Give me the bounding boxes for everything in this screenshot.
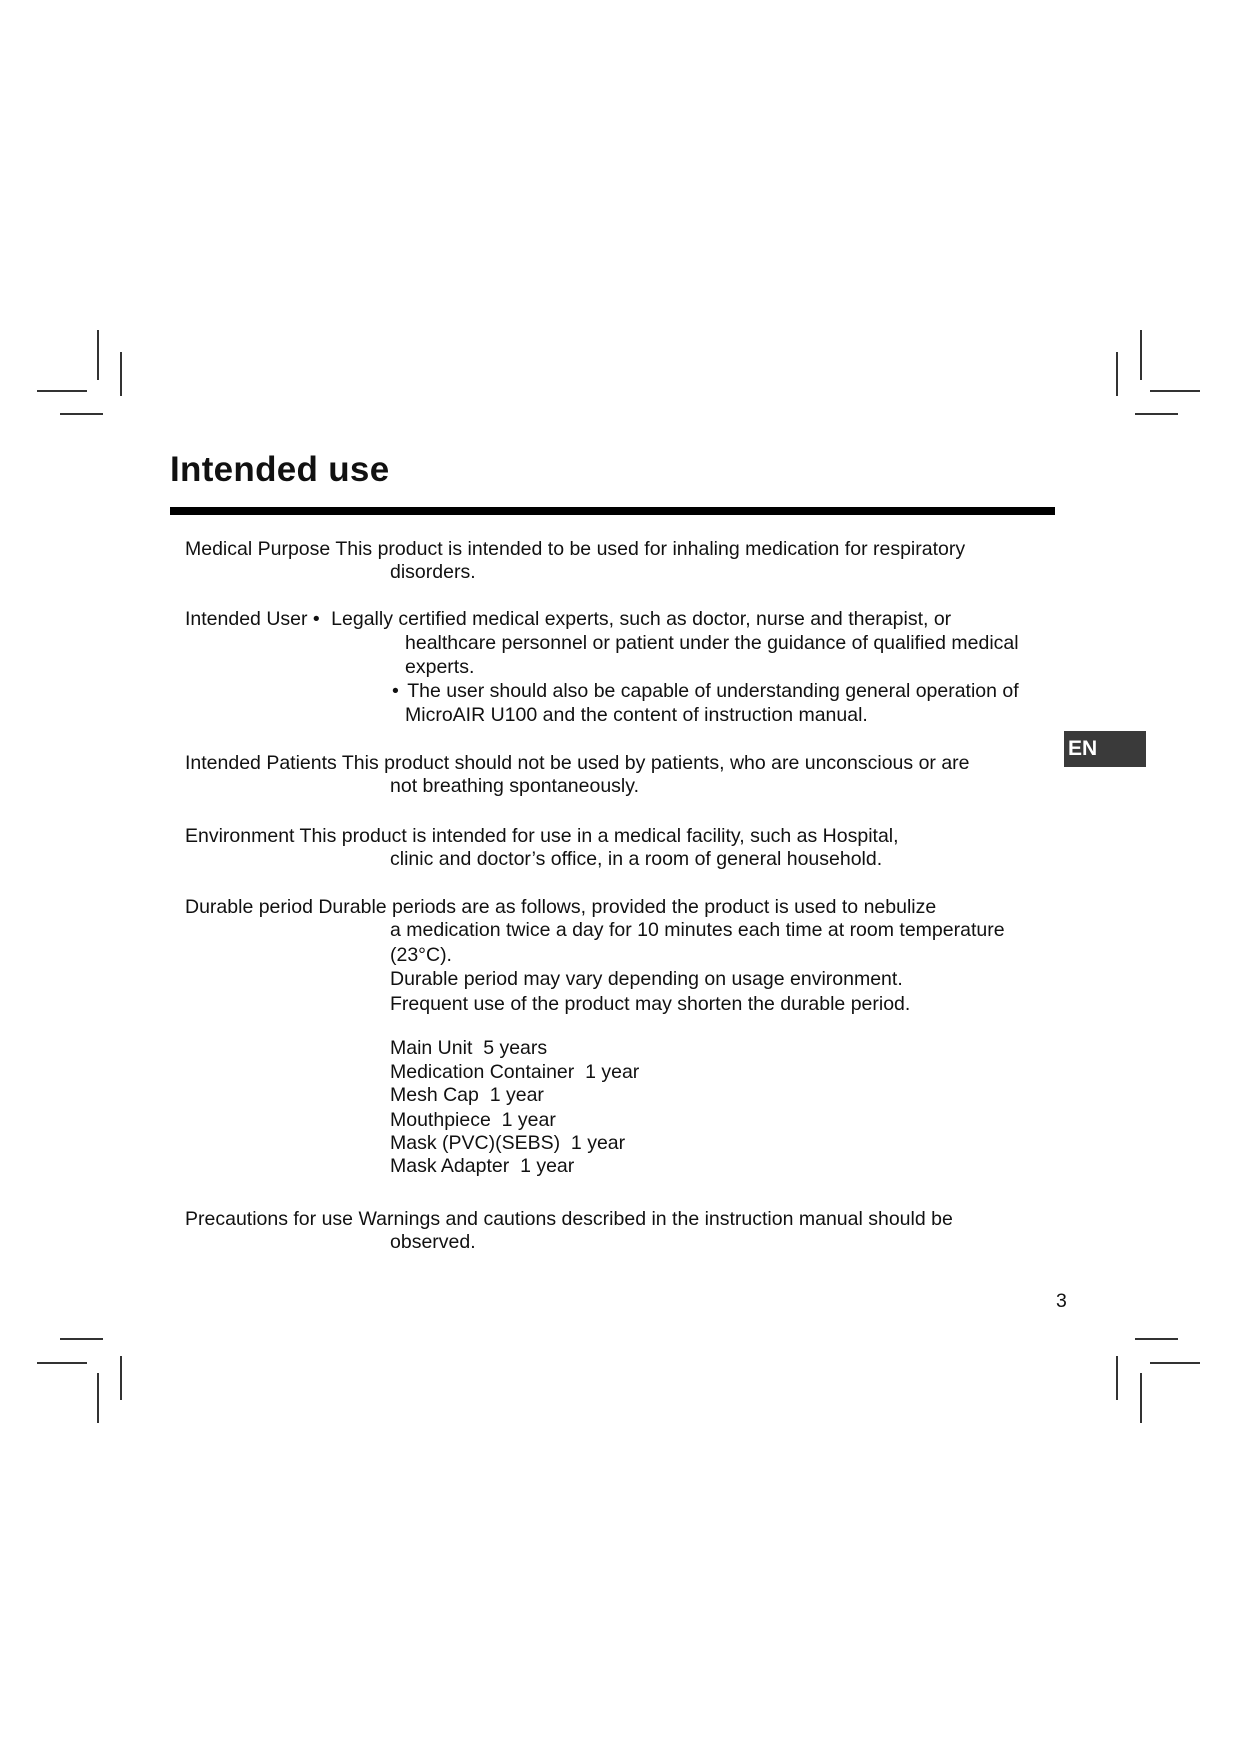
crop-mark: [1140, 1373, 1142, 1423]
section-text: Legally certified medical experts, such as doctor, nurse and therapist, or: [331, 608, 952, 630]
page-number: 3: [1056, 1290, 1067, 1312]
crop-mark: [120, 1356, 122, 1400]
section-medical-purpose: [185, 538, 1045, 584]
section-text: This product is intended to be used for inhaling medication for respiratory: [335, 538, 966, 560]
section-text: healthcare personnel or patient under the guidance of qualified medical: [405, 632, 1019, 654]
section-durable-period: [185, 896, 1045, 1178]
section-text: Frequent use of the product may shorten the durable period.: [390, 993, 911, 1015]
section-text: This product is intended for use in a medical facility, such as Hospital,: [299, 825, 899, 847]
section-label: Environment: [185, 825, 295, 847]
section-text: MicroAIR U100 and the content of instruction manual.: [405, 704, 868, 726]
crop-mark: [1135, 413, 1178, 415]
section-text: (23°C).: [390, 944, 452, 966]
section-text: observed.: [390, 1231, 476, 1253]
list-item: Mask Adapter 1 year: [390, 1155, 575, 1177]
bullet-icon: •: [392, 680, 399, 702]
section-label: Precautions for use: [185, 1208, 354, 1230]
crop-mark: [1150, 1362, 1200, 1364]
section-text: Warnings and cautions described in the instruction manual should be: [358, 1208, 953, 1230]
section-label: Intended User: [185, 608, 308, 630]
list-item: Main Unit 5 years: [390, 1037, 548, 1059]
crop-mark: [37, 1362, 87, 1364]
list-item: Medication Container 1 year: [390, 1061, 640, 1083]
section-label: Durable period: [185, 896, 313, 918]
section-environment: [185, 825, 1045, 871]
section-label: Medical Purpose: [185, 538, 331, 560]
section-text: This product should not be used by patients, who are unconscious or are: [341, 752, 970, 774]
section-label: Intended Patients: [185, 752, 337, 774]
section-text: Durable period may vary depending on usage environment.: [390, 968, 903, 990]
crop-mark: [1150, 390, 1200, 392]
bullet-icon: •: [312, 608, 320, 630]
section-intended-patients: [185, 752, 1045, 798]
crop-mark: [120, 352, 122, 396]
list-item: Mask (PVC)(SEBS) 1 year: [390, 1132, 626, 1154]
title-rule: [170, 507, 1055, 515]
document-body: [185, 538, 1045, 1254]
crop-mark: [60, 413, 103, 415]
section-text: The user should also be capable of understanding general operation of: [407, 680, 1019, 702]
section-text: disorders.: [390, 561, 476, 583]
crop-mark: [1116, 1356, 1118, 1400]
crop-mark: [37, 390, 87, 392]
crop-mark: [1135, 1338, 1178, 1340]
section-text: not breathing spontaneously.: [390, 775, 639, 797]
section-precautions: [185, 1208, 1045, 1254]
crop-mark: [97, 1373, 99, 1423]
list-item: Mesh Cap 1 year: [390, 1084, 544, 1106]
language-tab: EN: [1064, 731, 1146, 767]
durable-period-list: [390, 1037, 1045, 1178]
section-text: clinic and doctor’s office, in a room of general household.: [390, 848, 883, 870]
crop-mark: [60, 1338, 103, 1340]
crop-mark: [1140, 330, 1142, 380]
section-text: experts.: [405, 656, 475, 678]
section-text: a medication twice a day for 10 minutes each time at room temperature: [390, 919, 1005, 941]
page-title: Intended use: [170, 450, 390, 489]
crop-mark: [1116, 352, 1118, 396]
crop-mark: [97, 330, 99, 380]
section-text: Durable periods are as follows, provided the product is used to nebulize: [318, 896, 937, 918]
list-item: Mouthpiece 1 year: [390, 1109, 556, 1131]
section-intended-user: [185, 608, 1045, 727]
